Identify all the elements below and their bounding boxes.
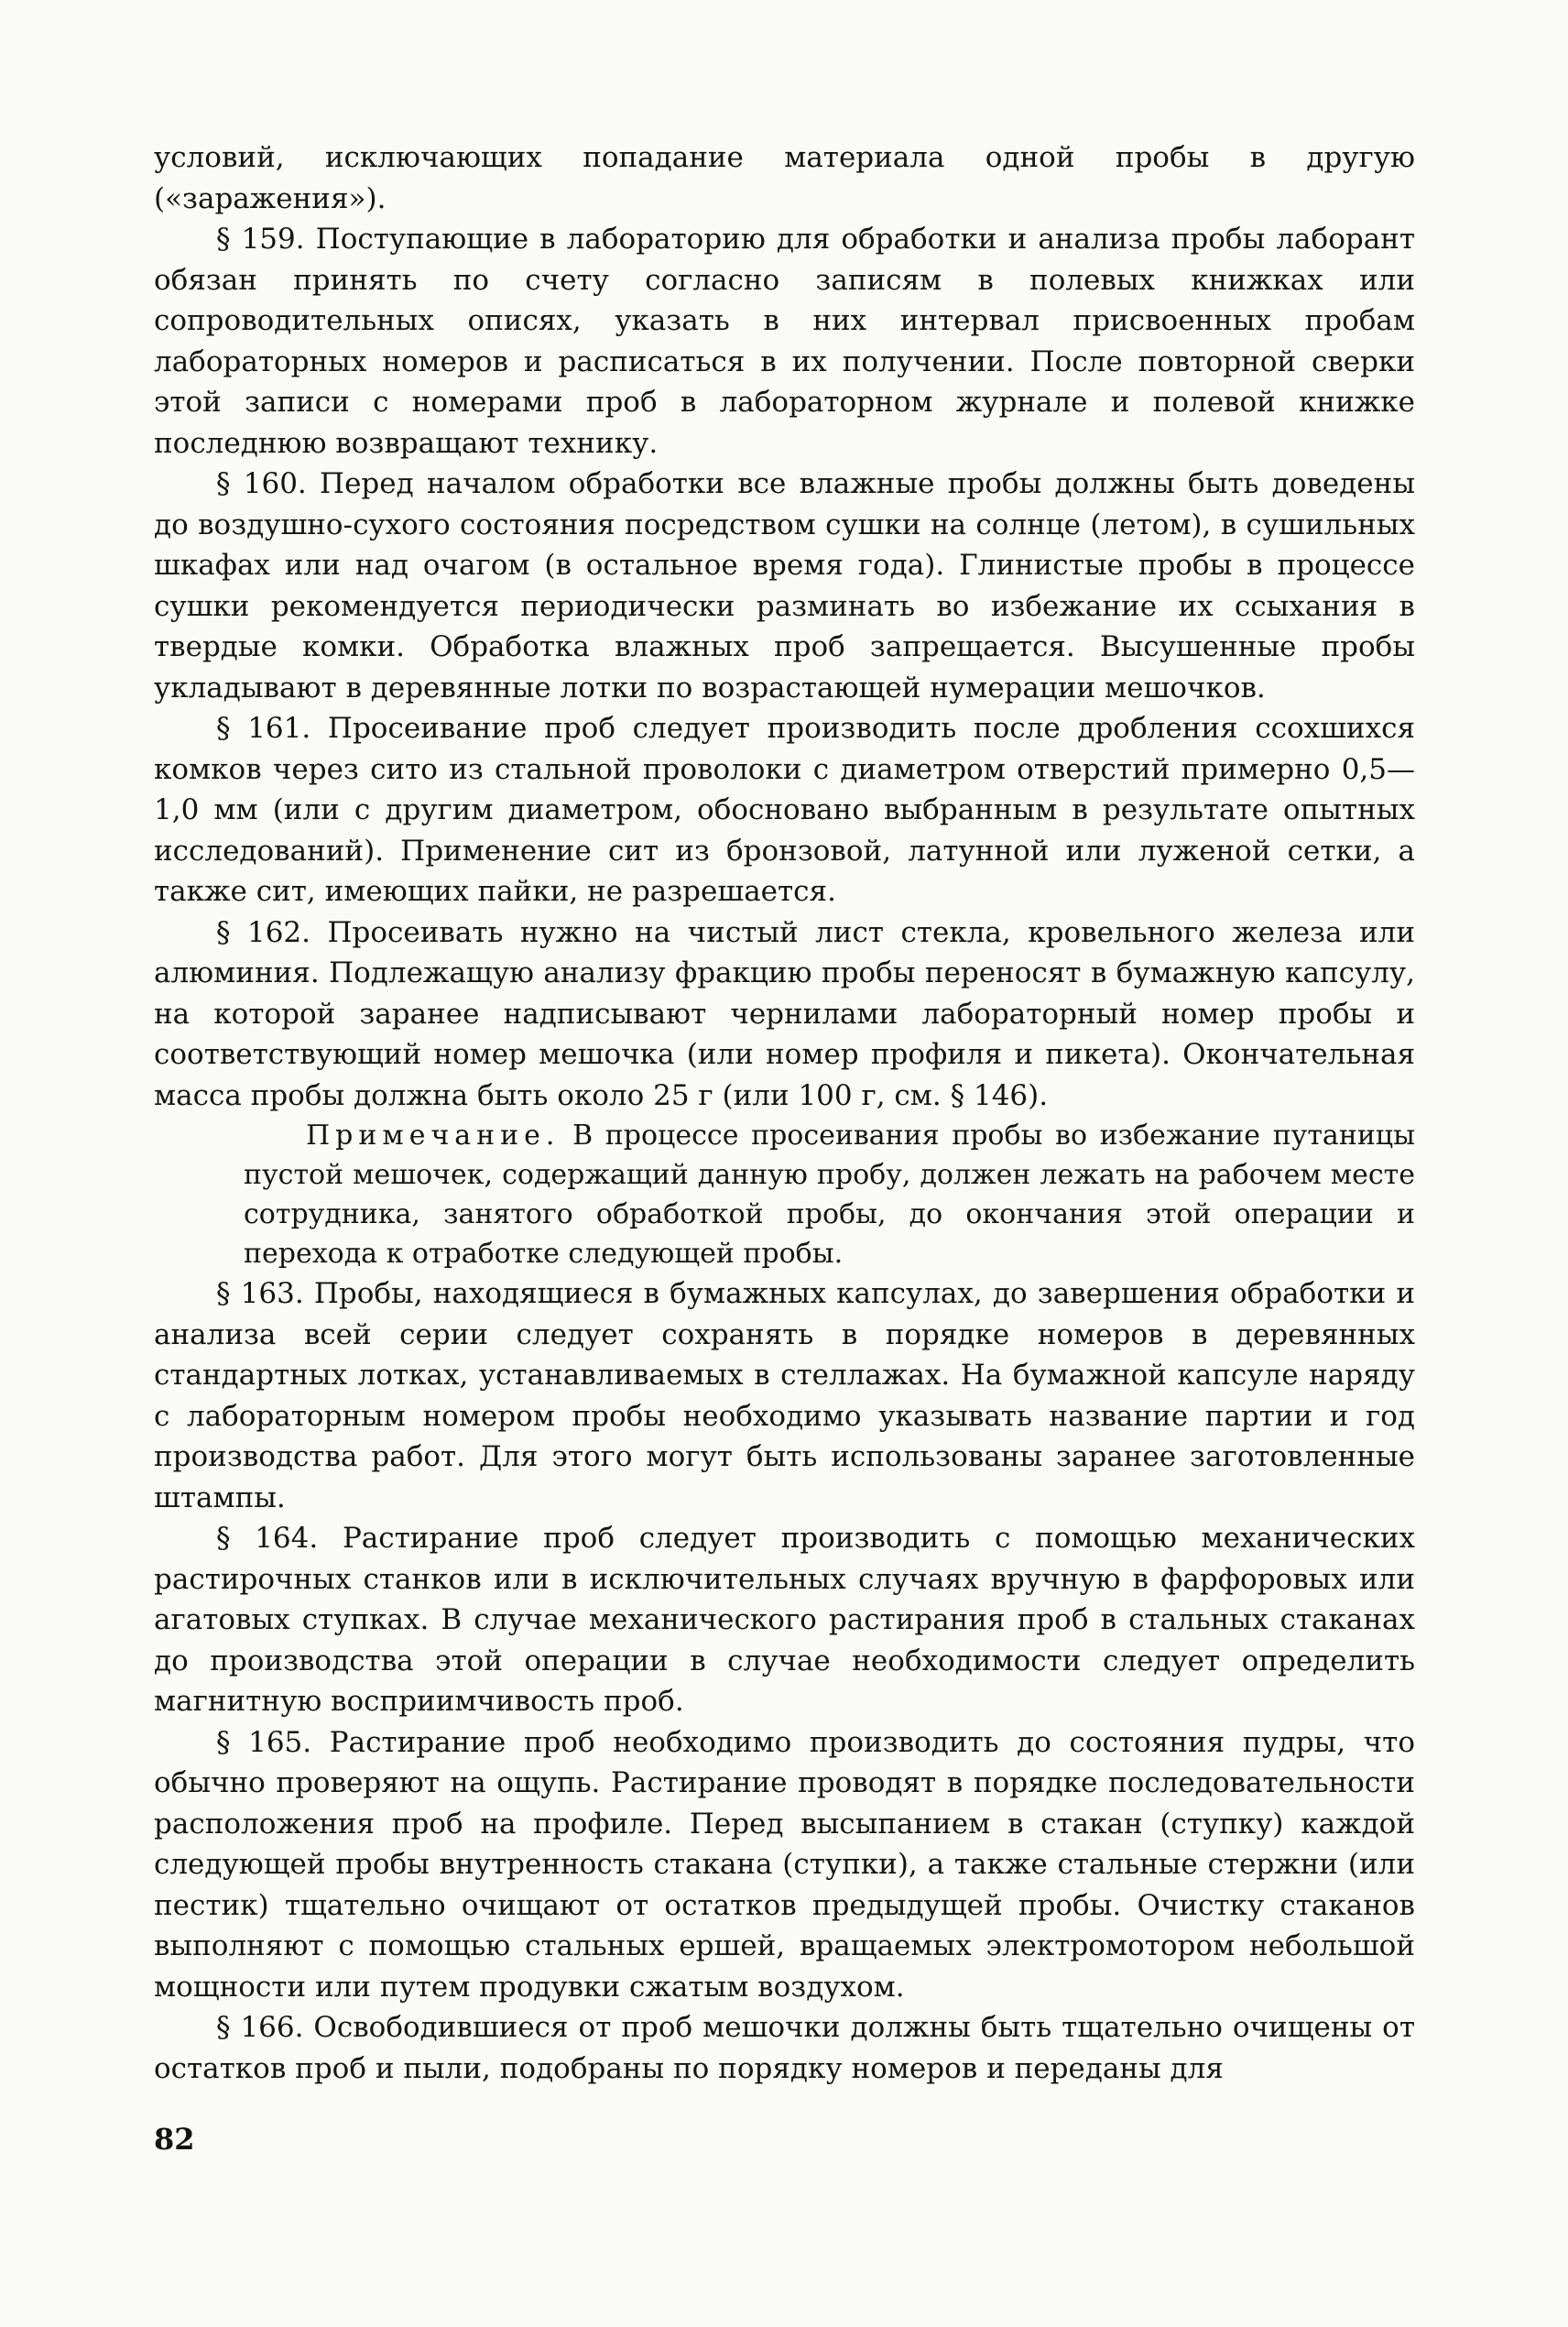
note-label: Примечание. — [306, 1120, 561, 1152]
paragraph-160: § 160. Перед началом обработки все влажные пробы должны быть доведены до воздушно-сухого состояния посредством сушки на солнце (летом), в сушильных шкафах или над очагом (в остальное время года). Глинистые пробы в процессе сушки рекомендуется периодически разминать во избежание их ссыхания в твердые комки. Обработка влажных проб запрещается. Высушенные пробы укладывают в деревянные лотки по возрастающей нумерации мешочков. — [154, 467, 1415, 705]
paragraph-162: § 162. Просеивать нужно на чистый лист стекла, кровельного железа или алюминия. Подлежащую анализу фракцию пробы переносят в бумажную капсулу, на которой заранее надписывают чернилами лабораторный номер пробы и соответствующий номер мешочка (или номер профиля и пикета). Окончательная масса пробы должна быть около 25 г (или 100 г, см. § 146). — [154, 915, 1415, 1112]
body-text — [154, 137, 1415, 2089]
paragraph-163: § 163. Пробы, находящиеся в бумажных капсулах, до завершения обработки и анализа всей серии следует сохранять в порядке номеров в деревянных стандартных лотках, устанавливаемых в стеллажах. На бумажной капсуле наряду с лабораторным номером пробы необходимо указывать название партии и год производства работ. Для этого могут быть использованы заранее заготовленные штампы. — [154, 1277, 1415, 1514]
paragraph-161: § 161. Просеивание проб следует производить после дробления ссохшихся комков через сито из стальной проволоки с диаметром отверстий примерно 0,5—1,0 мм (или с другим диаметром, обосновано выбранным в результате опытных исследований). Применение сит из бронзовой, латунной или луженой сетки, а также сит, имеющих пайки, не разрешается. — [154, 712, 1415, 908]
paragraph-166: § 166. Освободившиеся от проб мешочки должны быть тщательно очищены от остатков проб и пыли, подобраны по порядку номеров и переданы для — [154, 2011, 1415, 2085]
note-text: В процессе просеивания пробы во избежание путаницы пустой мешочек, содержащий данную пробу, должен лежать на рабочем месте сотрудника, занятого обработкой пробы, до окончания этой операции и перехода к отработке следующей пробы. — [244, 1120, 1415, 1270]
paragraph-159: § 159. Поступающие в лабораторию для обработки и анализа пробы лаборант обязан принять по счету согласно записям в полевых книжках или сопроводительных описях, указать в них интервал присвоенных пробам лабораторных номеров и расписаться в их получении. После повторной сверки этой записи с номерами проб в лабораторном журнале и полевой книжке последнюю возвращают технику. — [154, 223, 1415, 460]
paragraph-165: § 165. Растирание проб необходимо производить до состояния пудры, что обычно проверяют на ощупь. Растирание проводят в порядке последовательности расположения проб на профиле. Перед высыпанием в стакан (ступку) каждой следующей пробы внутренность стакана (ступки), а также стальные стержни (или пестик) тщательно очищают от остатков предыдущей пробы. Очистку стаканов выполняют с помощью стальных ершей, вращаемых электромотором небольшой мощности или путем продувки сжатым воздухом. — [154, 1725, 1415, 2004]
paragraph-164: § 164. Растирание проб следует производить с помощью механических растирочных станков или в исключительных случаях вручную в фарфоровых или агатовых ступках. В случае механического растирания проб в стальных стаканах до производства этой операции в случае необходимости следует определить магнитную восприимчивость проб. — [154, 1522, 1415, 1718]
paragraph-continuation: условий, исключающих попадание материала одной пробы в другую («заражения»). — [154, 141, 1415, 215]
page-number: 82 — [154, 2122, 195, 2157]
note — [244, 1116, 1415, 1273]
